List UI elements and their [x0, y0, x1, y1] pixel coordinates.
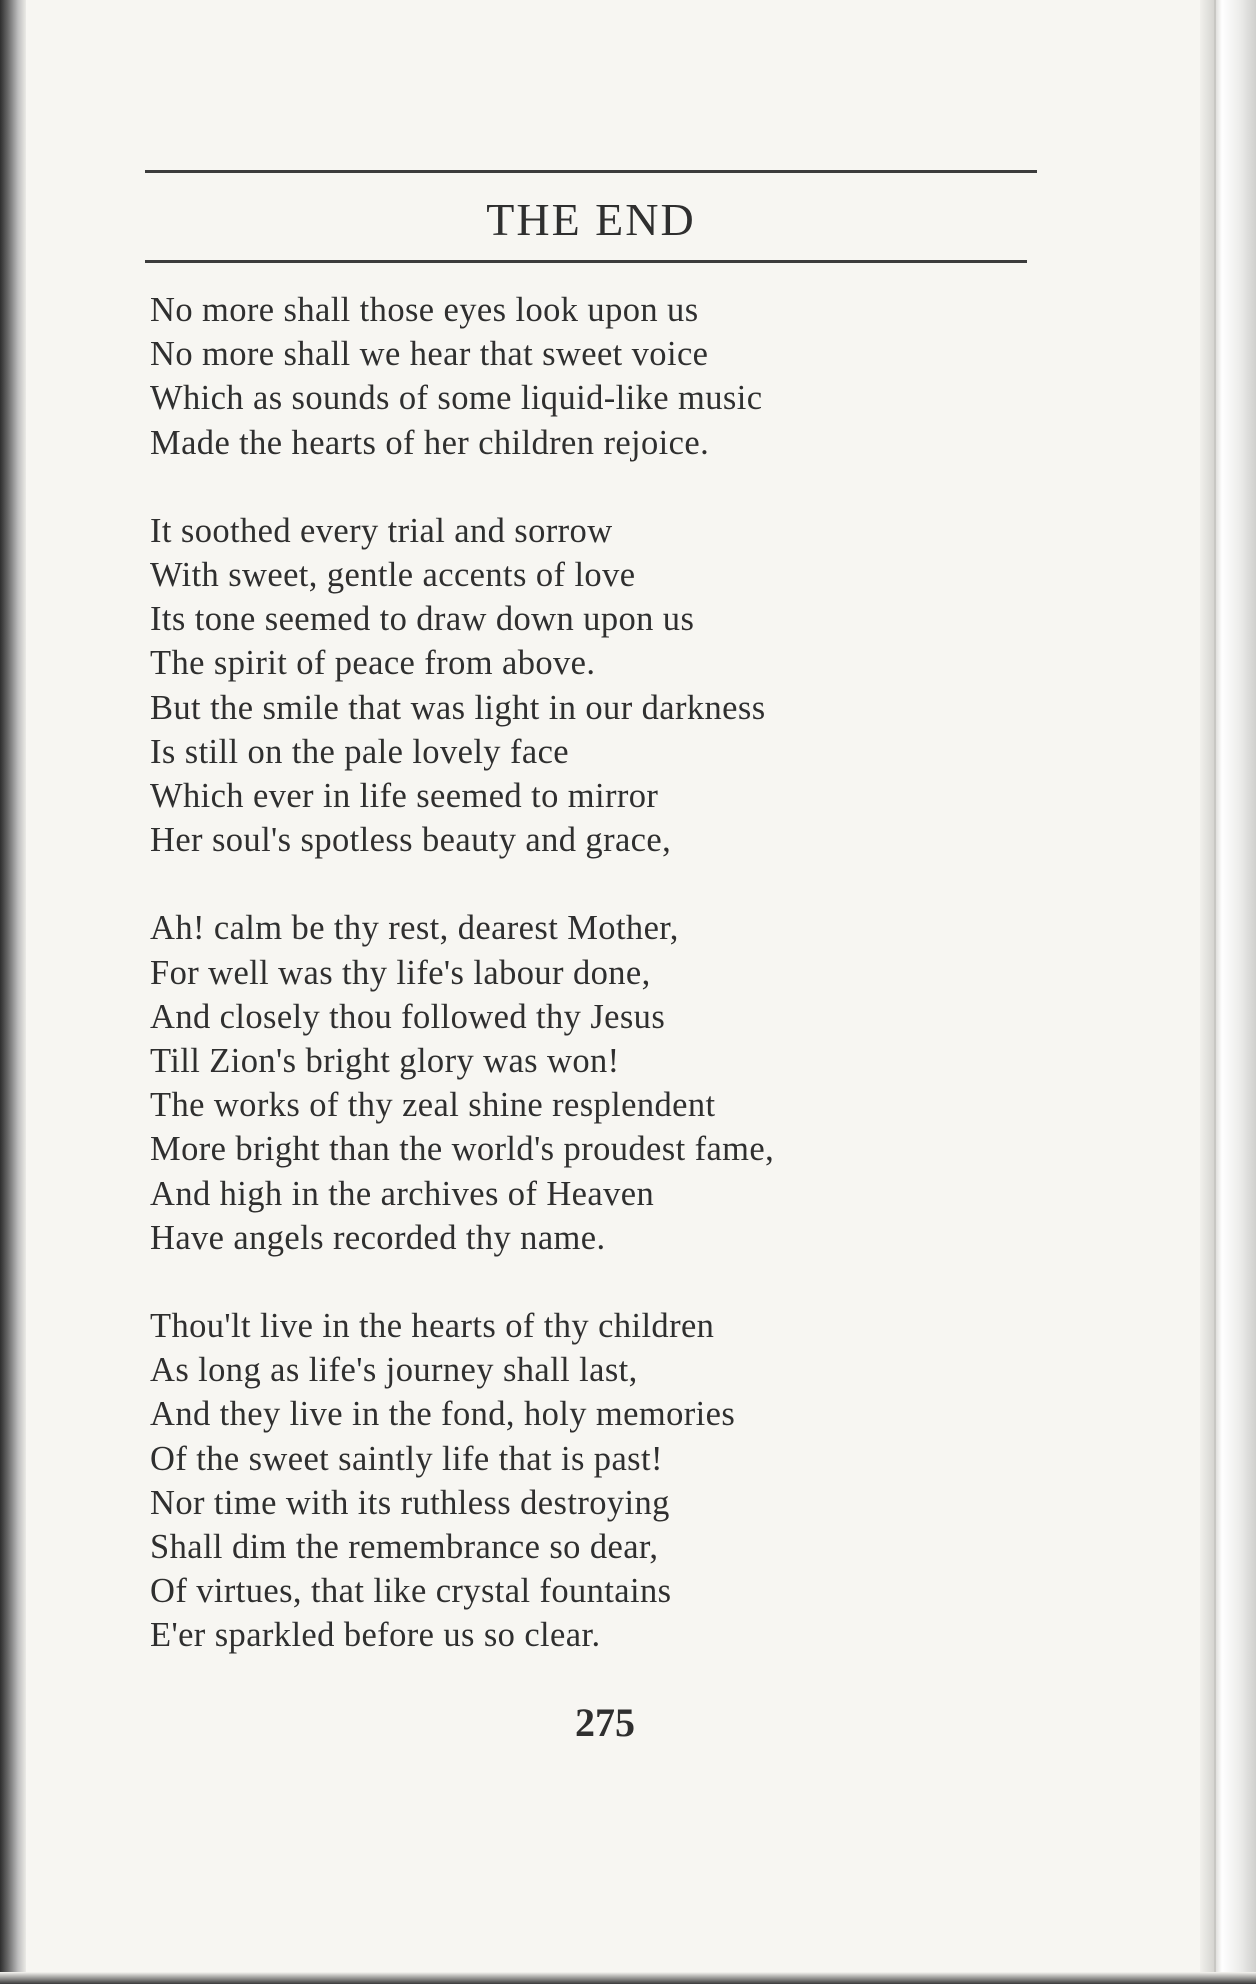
poem-line: With sweet, gentle accents of love — [150, 556, 636, 595]
stanza — [150, 906, 1050, 1260]
poem-line: The works of thy zeal shine resplendent — [150, 1086, 716, 1125]
poem-line: Thou'lt live in the hearts of thy children — [150, 1307, 715, 1346]
page-number: 275 — [575, 1700, 635, 1745]
page-right-shadow — [1214, 0, 1216, 1984]
poem-line: Of virtues, that like crystal fountains — [150, 1572, 672, 1611]
poem-title: THE END — [486, 194, 696, 245]
poem-line: The spirit of peace from above. — [150, 644, 596, 683]
poem-line: Have angels recorded thy name. — [150, 1218, 606, 1257]
poem-line: Of the sweet saintly life that is past! — [150, 1439, 663, 1478]
poem-line: Which as sounds of some liquid-like music — [150, 379, 763, 418]
page-bottom-edge — [0, 1972, 1256, 1984]
page-left-edge — [0, 0, 26, 1984]
poem-line: Nor time with its ruthless destroying — [150, 1483, 670, 1522]
poem-line: E'er sparkled before us so clear. — [150, 1616, 601, 1655]
page-right-edge — [1200, 0, 1256, 1984]
poem-line: And high in the archives of Heaven — [150, 1174, 655, 1213]
poem-line: Made the hearts of her children rejoice. — [150, 423, 710, 462]
poem-body — [150, 288, 1050, 1702]
poem-line: But the smile that was light in our darkness — [150, 688, 766, 727]
poem-line: It soothed every trial and sorrow — [150, 511, 613, 550]
poem-line: Shall dim the remembrance so dear, — [150, 1528, 659, 1567]
poem-line: Her soul's spotless beauty and grace, — [150, 821, 672, 860]
poem-line: For well was thy life's labour done, — [150, 953, 651, 992]
poem-line: No more shall those eyes look upon us — [150, 291, 699, 329]
poem-line: And closely thou followed thy Jesus — [150, 997, 666, 1036]
poem-line: No more shall we hear that sweet voice — [150, 335, 709, 374]
poem-line: More bright than the world's proudest fame, — [150, 1130, 775, 1169]
poem-line: Is still on the pale lovely face — [150, 732, 570, 771]
poem-line: And they live in the fond, holy memories — [150, 1395, 736, 1434]
title-bottom-rule — [145, 260, 1027, 263]
poem-line: Till Zion's bright glory was won! — [150, 1042, 620, 1081]
poem-line: Which ever in life seemed to mirror — [150, 777, 659, 816]
poem-line: Ah! calm be thy rest, dearest Mother, — [150, 909, 679, 948]
stanza — [150, 509, 1050, 863]
poem-line: As long as life's journey shall last, — [150, 1351, 638, 1390]
stanza — [150, 288, 1050, 465]
stanza — [150, 1304, 1050, 1658]
title-top-rule — [145, 170, 1037, 173]
poem-line: Its tone seemed to draw down upon us — [150, 600, 695, 639]
